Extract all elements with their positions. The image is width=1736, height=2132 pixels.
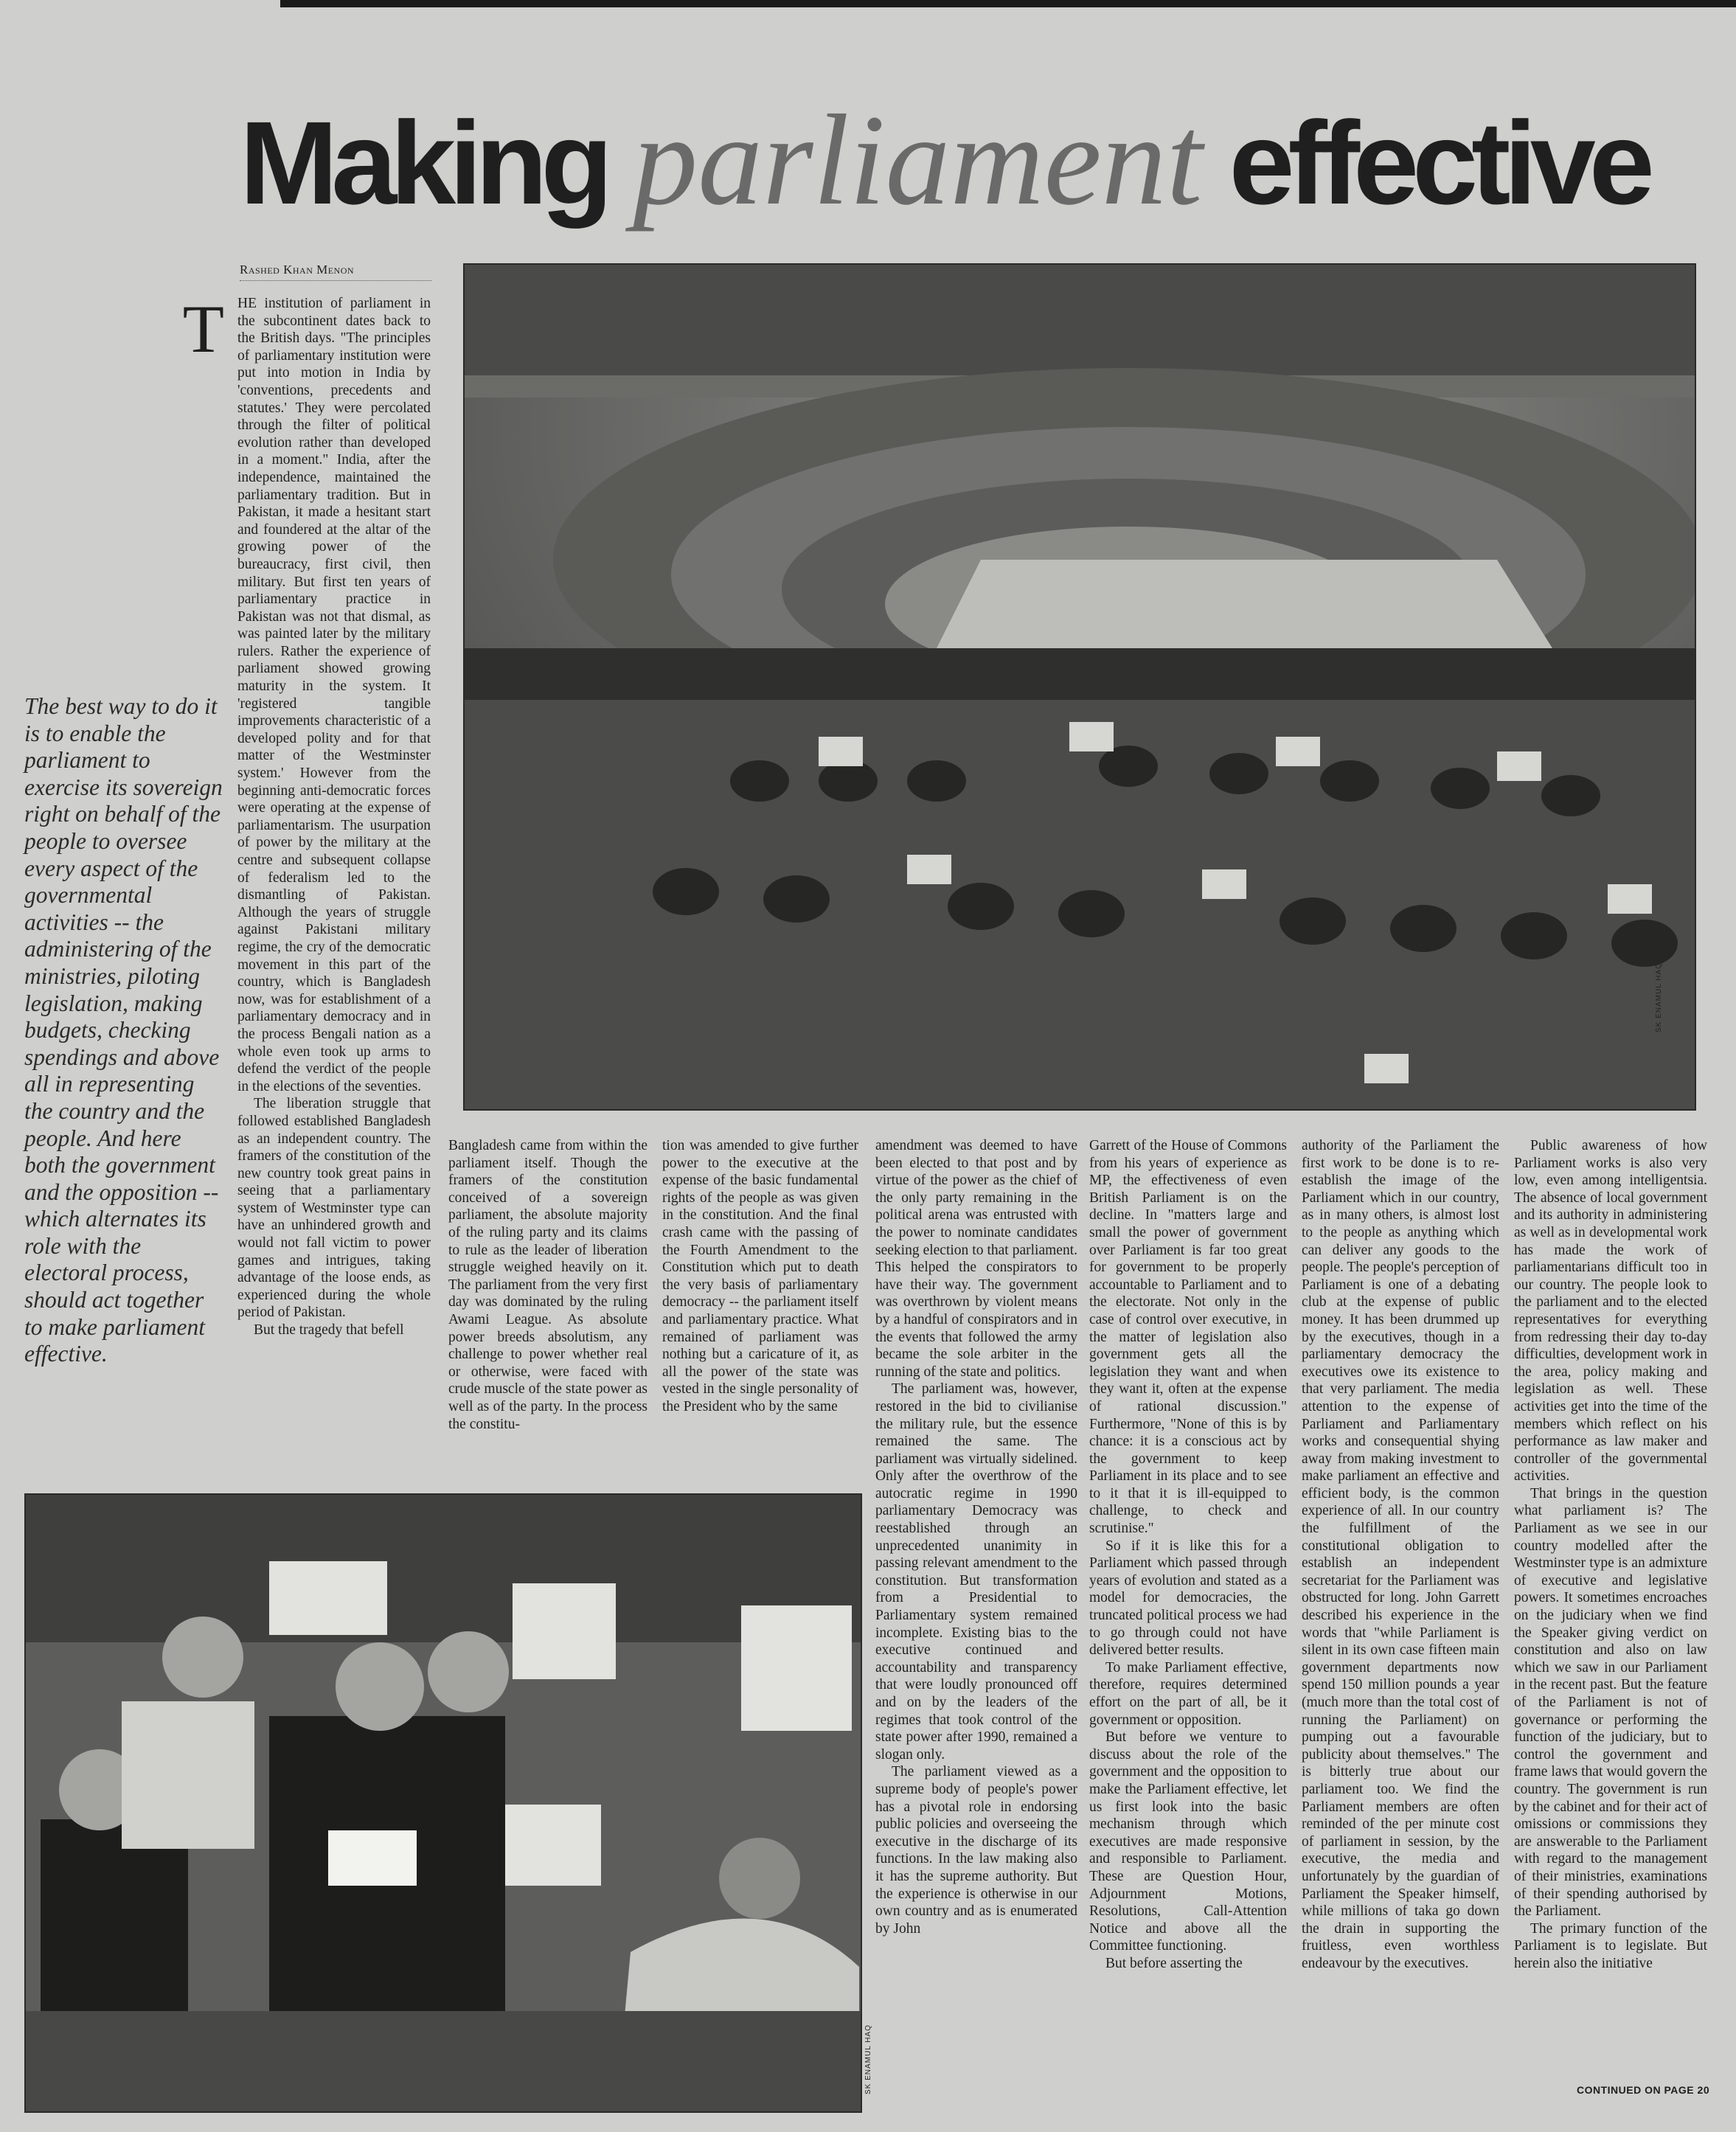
column-4-paragraph-3: The parliament viewed as a supreme body of people's power has a pivotal role in endorsing public policies and overseeing the executive in the discharge of its functions. In the law making also it has the supreme authority. But the experience is otherwise in our own country and as is enumerated by John: [875, 1764, 1077, 1937]
article-column-7: [1514, 1137, 1707, 1973]
headline-word-effective: effective: [1229, 97, 1648, 229]
column-5-paragraph-4: But before we venture to discuss about the role of the government and the opposition to make the Parliament effective, let us first look into the basic mechanism through which executives are made responsive and responsible to Parliament. These are Question Hour, Adjournment Motions, Resolutions, Call-Attention Notice and above all the Committee functioning.: [1089, 1729, 1287, 1954]
column-5-paragraph-5: But before asserting the: [1105, 1955, 1243, 1971]
byline: Rashed Khan Menon: [240, 263, 431, 281]
chamber-illustration: [465, 265, 1695, 1109]
headline-word-making: Making: [240, 97, 607, 229]
parliament-members-photo: [24, 1493, 862, 2113]
article-column-3: [662, 1137, 858, 1416]
members-illustration: [26, 1495, 861, 2111]
drop-cap: T: [182, 291, 224, 367]
top-rule: [280, 0, 1736, 7]
article-column-5: [1089, 1137, 1287, 1973]
top-photo-credit: SK ENAMUL HAQ: [1655, 962, 1663, 1032]
article-column-6: [1302, 1137, 1499, 1973]
column-3-text: tion was amended to give further power to the executive at the expense of the basic fundamental rights of the people as was given in the constitution. And the final crash came with the passing of the Fourth Amendment to the Constitution which put to death the very basis of parliamentary democracy -- the parliament itself and parliamentary practice. What remained of parliament was nothing but a caricature of it, as all the power of the state was vested in the single personality of the President who by the same: [662, 1138, 858, 1414]
headline-word-parliament: parliament: [633, 88, 1203, 232]
column-5-paragraph-3: To make Parliament effective, therefore, requires determined effort on the part of all, be it government or opposition.: [1089, 1659, 1287, 1728]
column-2-text: Bangladesh came from within the parliament itself. Though the framers of the constitution conceived of a sovereign parliament, the absolute majority of the ruling party and its claims to rule as the leader of liberation struggle weighed heavily on it. The parliament from the very first day was dominated by the ruling Awami League. As absolute power breeds absolutism, any challenge to power whether real or otherwise, were faced with crude muscle of the state power as well as of the party. In the process the constitu-: [448, 1138, 647, 1432]
continued-on-page: CONTINUED ON PAGE 20: [1577, 2084, 1710, 2096]
parliament-chamber-photo: [463, 263, 1696, 1111]
column-1-paragraph-1: [182, 291, 431, 1095]
article-column-4: [875, 1137, 1077, 1937]
article-column-2: [448, 1137, 647, 1433]
article-column-1: [182, 291, 431, 1339]
column-7-paragraph-1: Public awareness of how Parliament works is also very low, even among intelligentsia. The absence of local government and its authority in administering as well as in developmental work has made the work of parliamentarians difficult too in our country. The people look to the parliament and to the elected representatives for everything from redressing their day to-day difficulties, development work in the area, policy making and legislation as well. These activities get into the time of the members which reflect on his performance as law maker and controller of the governmental activities.: [1514, 1138, 1707, 1485]
column-4-paragraph-2: The parliament was, however, restored in the bid to civilianise the military rule, but the essence remained the same. The parliament was virtually sidelined. Only after the overthrow of the autocratic regime in 1990 parliamentary Democracy was reestablished through an unprecedented unanimity in passing relevant amendment to the constitution. But transformation from a Presidential to Parliamentary system remained incomplete. Existing bias to the executive continued and accountability and transparency that were loudly pronounced off and on by the leaders of the regimes that took control of the state power after 1990, remained a slogan only.: [875, 1381, 1077, 1763]
bottom-photo-credit: SK ENAMUL HAQ: [864, 2024, 872, 2094]
column-1-paragraph-1-text: HE institution of parliament in the subcontinent dates back to the British days. "The principles of parliamentary institution were put into motion in India by 'conventions, precedents and statutes.' They were percolated through the filter of political evolution rather than developed in a moment." India, after the independence, maintained the parliamentary tradition. But in Pakistan, it made a hesitant start and foundered at the altar of the growing power of the bureaucracy, first civil, then military. But first ten years of parliamentary practice in Pakistan was not that dismal, as was painted later by the military rulers. Rather the experience of parliament showed growing maturity in the system. It 'registered tangible improvements characteristic of a developed polity and for that matter of the Westminster system.' However from the beginning anti-democratic forces were operating at the expense of parliamentarism. The usurpation of power by the military at the centre and subsequent collapse of federalism led to the dismantling of Pakistan. Although the years of struggle against Pakistani military regime, the cry of the democratic movement in this part of the country, which is Bangladesh now, was for establishment of a parliamentary democracy and in the process Bengali nation as a whole even took up arms to defend the verdict of the people in the elections of the seventies.: [237, 296, 431, 1094]
column-7-paragraph-2: That brings in the question what parliament is? The Parliament as we see in our country modelled after the Westminster type is an admixture of executive and legislative powers. It sometimes encroaches on the judiciary when we find the Speaker giving verdict on constitution and also on law which we saw in our Parliament in the recent past. But the feature of the Parliament is not of governance or performing the function of the judiciary, but to control the government and frame laws that would govern the country. The government is run by the cabinet and for their act of omissions or commissions they are answerable to the Parliament with regard to the management of their ministries, examinations of their spending authorised by the Parliament.: [1514, 1485, 1707, 1920]
column-5-paragraph-1: Garrett of the House of Commons from his years of experience as MP, the effectiveness of even British Parliament is on the decline. In "matters large and small the power of government over Parliament is far too great for government to be properly accountable to Parliament and to the electorate. Not only in the case of control over executive, in the matter of legislation also government gets all the legislation they want and when they want it, often at the expense of rational discussion." Furthermore, "None of this is by chance: it is a conscious act by the government to keep Parliament in its place and to see to it that it is ill-equipped to challenge, to check and scrutinise.": [1089, 1138, 1287, 1537]
column-1-paragraph-2: The liberation struggle that followed established Bangladesh as an independent country. The framers of the constitution of the new country took great pains in seeing that a parliamentary system of Westminster type can have an unhindered growth and would not fall victim to power games and intrigues, taking advantage of the loose ends, as experienced during the whole period of Pakistan.: [237, 1096, 431, 1321]
column-7-paragraph-3: The primary function of the Parliament is to legislate. But herein also the initiative: [1514, 1920, 1707, 1971]
headline: [240, 87, 1715, 235]
column-5-paragraph-2: So if it is like this for a Parliament which passed through years of evolution and stated as a model for democracies, the truncated political process we had to go through could not have delivered better results.: [1089, 1538, 1287, 1659]
column-4-paragraph-1: amendment was deemed to have been elected to that post and by virtue of the power as the chief of the only party remaining in the political arena was entrusted with the power to nominate candidates seeking election to that parliament. This helped the conspirators to have their way. The government was overthrown by violent means by a handful of conspirators and in the events that followed the army became the sole arbiter in the running of the state and politics.: [875, 1138, 1077, 1380]
column-1-paragraph-3: But the tragedy that befell: [254, 1322, 404, 1338]
pull-quote: The best way to do it is to enable the parliament to exercise its sovereign right on behalf of the people to oversee every aspect of the governmental activities -- the administering of the ministries, piloting legislation, making budgets, checking spendings and above all in representing the country and the people. And here both the government and the opposition -- which alternates its role with the electoral process, should act together to make parliament effective.: [24, 693, 223, 1367]
column-6-text: authority of the Parliament the first work to be done is to re-establish the image of the Parliament which in our country, as in many others, is almost lost to the people as anything which can deliver any goods to the people. The people's perception of Parliament is one of a debating club at the expense of public money. It has been drummed up by the executives, though in a parliamentary democracy the executives owe its existence to that very parliament. The media attention to the expense of Parliament and Parliamentary works and consequential shying away from making investment to make parliament an effective and efficient body, is the common experience of all. In our country the fulfillment of the constitutional obligation to establish an independent secretariat for the Parliament was obstructed for long. John Garrett described his experience in the words that "while Parliament is silent in its own case fifteen main government departments now spend 150 million pounds a year (much more than the total cost of running the Parliament) on pumping out a favourable publicity about themselves." The is bitterly true about our parliament too. We find the Parliament members are often reminded of the per minute cost of parliament in session, by the executive, the media and unfortunately by the guardian of Parliament the Speaker himself, while millions of taka go down the drain in supporting the fruitless, even worthless endeavour by the executives.: [1302, 1138, 1499, 1971]
